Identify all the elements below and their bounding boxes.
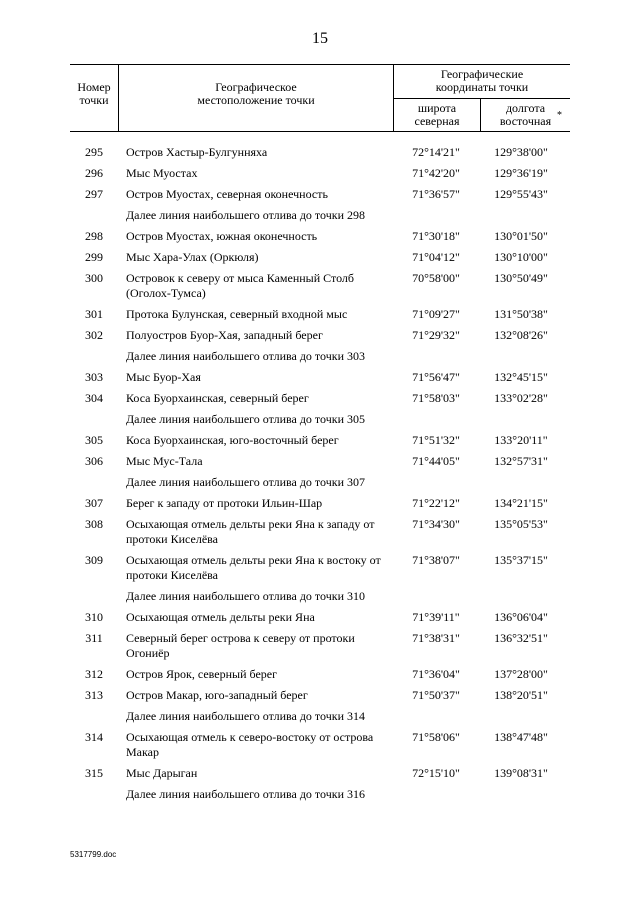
point-latitude: 71°34'30" <box>412 517 460 531</box>
table-row <box>70 667 570 688</box>
point-longitude: 139°08'31" <box>494 766 548 780</box>
point-longitude <box>472 475 570 490</box>
point-location: Далее линия наибольшего отлива до точки 307 <box>126 475 365 489</box>
point-longitude: 136°32'51" <box>494 631 548 645</box>
point-latitude: 72°14'21" <box>412 145 460 159</box>
point-location: Далее линия наибольшего отлива до точки 314 <box>126 709 365 723</box>
point-latitude: 71°44'05" <box>412 454 460 468</box>
point-latitude: 71°42'20" <box>412 166 460 180</box>
point-latitude <box>400 709 472 724</box>
point-latitude: 71°04'12" <box>412 250 460 264</box>
point-number: 313 <box>85 688 103 702</box>
point-longitude: 133°20'11" <box>494 433 548 447</box>
point-number <box>70 709 118 724</box>
point-longitude: 132°57'31" <box>494 454 548 468</box>
header-latitude: широта северная <box>414 101 460 128</box>
point-number: 304 <box>85 391 103 405</box>
table-row <box>70 166 570 187</box>
point-latitude <box>400 787 472 802</box>
point-longitude <box>472 208 570 223</box>
table-row <box>70 496 570 517</box>
point-location: Мыс Дарыган <box>126 766 198 780</box>
point-location: Далее линия наибольшего отлива до точки 316 <box>126 787 365 801</box>
point-location: Осыхающая отмель к северо-востоку от острова Макар <box>126 730 374 759</box>
header-number: Номер точки <box>77 80 111 107</box>
table-row <box>70 307 570 328</box>
point-longitude: 132°08'26" <box>494 328 548 342</box>
point-latitude: 71°58'06" <box>412 730 460 744</box>
point-latitude: 71°36'57" <box>412 187 460 201</box>
table-row <box>70 766 570 787</box>
point-number: 301 <box>85 307 103 321</box>
point-location: Коса Буорхаинская, юго-восточный берег <box>126 433 339 447</box>
table-header <box>70 64 570 132</box>
table-row <box>70 187 570 208</box>
table-row <box>70 589 570 610</box>
table-row <box>70 145 570 166</box>
table-row <box>70 730 570 766</box>
point-number: 303 <box>85 370 103 384</box>
point-location: Далее линия наибольшего отлива до точки 305 <box>126 412 365 426</box>
point-latitude: 71°29'32" <box>412 328 460 342</box>
table-row <box>70 271 570 307</box>
point-latitude: 71°36'04" <box>412 667 460 681</box>
point-location: Берег к западу от протоки Ильин-Шар <box>126 496 323 510</box>
point-longitude <box>472 589 570 604</box>
point-longitude <box>472 787 570 802</box>
point-longitude: 137°28'00" <box>494 667 548 681</box>
table-row <box>70 475 570 496</box>
point-number: 305 <box>85 433 103 447</box>
point-number: 299 <box>85 250 103 264</box>
header-coords-divider <box>393 98 570 99</box>
point-longitude <box>472 349 570 364</box>
point-number: 307 <box>85 496 103 510</box>
point-latitude <box>400 208 472 223</box>
point-longitude: 129°55'43" <box>494 187 548 201</box>
header-coordinates: Географические координаты точки <box>435 67 529 94</box>
point-number: 298 <box>85 229 103 243</box>
point-latitude: 71°51'32" <box>412 433 460 447</box>
longitude-mark: * <box>557 110 562 121</box>
point-latitude <box>400 475 472 490</box>
page-number: 15 <box>312 30 328 47</box>
point-number <box>70 787 118 802</box>
table-row <box>70 391 570 412</box>
table-row <box>70 688 570 709</box>
point-number: 310 <box>85 610 103 624</box>
table-row <box>70 370 570 391</box>
point-latitude <box>400 589 472 604</box>
point-number <box>70 589 118 604</box>
point-latitude: 71°50'37" <box>412 688 460 702</box>
table-row <box>70 787 570 808</box>
point-number: 312 <box>85 667 103 681</box>
table-row <box>70 229 570 250</box>
table-row <box>70 517 570 553</box>
point-location: Остров Муостах, южная оконечность <box>126 229 318 243</box>
point-location: Мыс Хара-Улах (Оркюля) <box>126 250 259 264</box>
header-bottom-border <box>70 131 570 132</box>
point-longitude: 138°47'48" <box>494 730 548 744</box>
point-number: 315 <box>85 766 103 780</box>
header-top-border <box>70 64 570 65</box>
point-latitude: 71°38'07" <box>412 553 460 567</box>
point-number: 311 <box>85 631 103 645</box>
table-row <box>70 631 570 667</box>
point-location: Осыхающая отмель дельты реки Яна к западу от протоки Киселёва <box>126 517 375 546</box>
point-number: 297 <box>85 187 103 201</box>
table-body <box>70 145 570 808</box>
table-row <box>70 328 570 349</box>
point-location: Остров Хастыр-Булгунняха <box>126 145 268 159</box>
point-longitude: 131°50'38" <box>494 307 548 321</box>
point-location: Остров Муостах, северная оконечность <box>126 187 328 201</box>
point-location: Северный берег острова к северу от протоки Огониёр <box>126 631 355 660</box>
point-longitude: 133°02'28" <box>494 391 548 405</box>
point-latitude: 71°38'31" <box>412 631 460 645</box>
footer-filename: 5317799.doc <box>70 850 117 859</box>
table-row <box>70 454 570 475</box>
table-row <box>70 208 570 229</box>
point-longitude: 132°45'15" <box>494 370 548 384</box>
point-longitude: 138°20'51" <box>494 688 548 702</box>
point-location: Осыхающая отмель дельты реки Яна к востоку от протоки Киселёва <box>126 553 381 582</box>
point-longitude: 134°21'15" <box>494 496 548 510</box>
point-number: 295 <box>85 145 103 159</box>
point-number <box>70 412 118 427</box>
point-latitude: 70°58'00" <box>412 271 460 285</box>
point-location: Остров Ярок, северный берег <box>126 667 278 681</box>
point-location: Мыс Муостах <box>126 166 198 180</box>
point-location: Островок к северу от мыса Каменный Столб (Оголох-Тумса) <box>126 271 355 300</box>
table-row <box>70 250 570 271</box>
point-longitude: 135°05'53" <box>494 517 548 531</box>
point-longitude: 130°10'00" <box>494 250 548 264</box>
point-latitude: 71°58'03" <box>412 391 460 405</box>
point-location: Коса Буорхаинская, северный берег <box>126 391 309 405</box>
point-longitude <box>472 412 570 427</box>
point-location: Далее линия наибольшего отлива до точки 310 <box>126 589 365 603</box>
point-latitude <box>400 349 472 364</box>
table-row <box>70 433 570 454</box>
point-location: Осыхающая отмель дельты реки Яна <box>126 610 315 624</box>
point-latitude: 71°56'47" <box>412 370 460 384</box>
point-latitude: 71°09'27" <box>412 307 460 321</box>
table-row <box>70 553 570 589</box>
point-number: 306 <box>85 454 103 468</box>
point-longitude: 129°36'19" <box>494 166 548 180</box>
point-longitude: 129°38'00" <box>494 145 548 159</box>
point-latitude: 71°22'12" <box>412 496 460 510</box>
point-number <box>70 208 118 223</box>
point-number: 309 <box>85 553 103 567</box>
point-longitude: 130°50'49" <box>494 271 548 285</box>
point-number <box>70 475 118 490</box>
point-location: Далее линия наибольшего отлива до точки 298 <box>126 208 365 222</box>
header-location: Географическое местоположение точки <box>197 80 315 107</box>
point-number: 308 <box>85 517 103 531</box>
point-longitude: 130°01'50" <box>494 229 548 243</box>
header-longitude: долгота восточная <box>499 101 552 128</box>
table-row <box>70 610 570 631</box>
table-row <box>70 349 570 370</box>
point-number: 296 <box>85 166 103 180</box>
point-longitude <box>472 709 570 724</box>
point-latitude: 71°39'11" <box>412 610 460 624</box>
point-longitude: 135°37'15" <box>494 553 548 567</box>
point-number <box>70 349 118 364</box>
point-longitude: 136°06'04" <box>494 610 548 624</box>
point-location: Протока Булунская, северный входной мыс <box>126 307 348 321</box>
point-number: 300 <box>85 271 103 285</box>
point-location: Полуостров Буор-Хая, западный берег <box>126 328 323 342</box>
point-location: Далее линия наибольшего отлива до точки 303 <box>126 349 365 363</box>
point-latitude: 72°15'10" <box>412 766 460 780</box>
table-row <box>70 709 570 730</box>
point-latitude: 71°30'18" <box>412 229 460 243</box>
point-location: Остров Макар, юго-западный берег <box>126 688 308 702</box>
point-location: Мыс Буор-Хая <box>126 370 201 384</box>
point-number: 314 <box>85 730 103 744</box>
point-latitude <box>400 412 472 427</box>
point-location: Мыс Мус-Тала <box>126 454 203 468</box>
point-number: 302 <box>85 328 103 342</box>
table-row <box>70 412 570 433</box>
